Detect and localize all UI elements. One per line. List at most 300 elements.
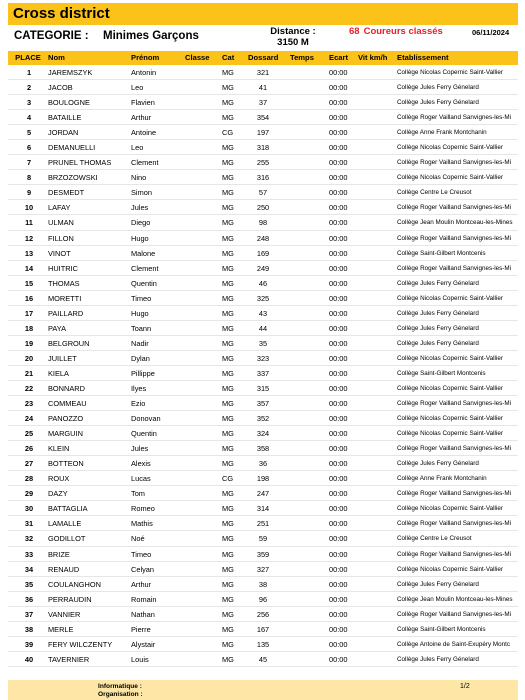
row-dossard: 352 [256,414,270,424]
row-cat: MG [222,549,234,559]
row-etablissement: Collège Jules Ferry Génelard [397,655,479,663]
row-prenom: Pierre [131,624,151,634]
row-prenom: Louis [131,654,149,664]
row-ecart: 00:00 [329,519,348,529]
table-row [8,291,518,306]
row-nom: FILLON [48,233,74,243]
row-prenom: Antoine [131,128,157,138]
row-ecart: 00:00 [329,83,348,93]
runners-count: 68 [349,26,360,37]
table-row [8,231,518,246]
row-prenom: Leo [131,83,144,93]
row-nom: COMMEAU [48,399,87,409]
table-row [8,592,518,607]
row-place: 10 [24,203,34,213]
row-ecart: 00:00 [329,534,348,544]
row-cat: MG [222,534,234,544]
col-ecart: Ecart [329,53,348,62]
row-prenom: Hugo [131,308,149,318]
row-nom: KLEIN [48,444,70,454]
row-nom: GODILLOT [48,534,86,544]
row-cat: CG [222,128,234,138]
table-row [8,336,518,351]
row-place: 25 [24,429,34,439]
row-place: 14 [24,263,34,273]
row-cat: MG [222,188,234,198]
row-prenom: Mathis [131,519,153,529]
row-prenom: Noé [131,534,145,544]
row-nom: BONNARD [48,383,85,393]
results-table-body [8,65,518,667]
row-place: 38 [24,624,34,634]
table-row [8,125,518,140]
row-place: 4 [26,113,32,123]
col-prenom: Prénom [131,53,160,62]
row-place: 5 [26,128,32,138]
row-cat: CG [222,474,234,484]
row-place: 21 [24,368,34,378]
row-etablissement: Collège Roger Vailland Sanvignes-les-Mi [397,400,511,408]
row-ecart: 00:00 [329,203,348,213]
row-prenom: Diego [131,218,151,228]
footer-bar [8,680,518,700]
row-nom: BOTTEON [48,459,84,469]
row-nom: PANOZZO [48,414,84,424]
row-cat: MG [222,323,234,333]
row-etablissement: Collège Jules Ferry Génelard [397,580,479,588]
row-etablissement: Collège Jean Moulin Montceau-les-Mines [397,219,513,227]
row-etablissement: Collège Nicolas Copernic Saint-Vallier [397,174,503,182]
row-ecart: 00:00 [329,218,348,228]
row-nom: LAFAY [48,203,71,213]
row-dossard: 318 [256,143,270,153]
table-row [8,140,518,155]
row-etablissement: Collège Saint-Gilbert Montcenis [397,249,486,257]
row-dossard: 324 [256,429,270,439]
row-ecart: 00:00 [329,98,348,108]
row-prenom: Tom [131,489,145,499]
runners-classified [349,26,443,37]
row-place: 26 [24,444,34,454]
row-prenom: Jules [131,203,149,213]
row-cat: MG [222,218,234,228]
row-nom: VINOT [48,248,71,258]
table-row [8,110,518,125]
row-prenom: Jules [131,444,149,454]
row-cat: MG [222,609,234,619]
report-date: 06/11/2024 [472,28,510,37]
row-place: 15 [24,278,34,288]
row-nom: BRZOZOWSKI [48,173,98,183]
row-prenom: Donovan [131,414,161,424]
row-prenom: Dylan [131,353,150,363]
row-nom: PERRAUDIN [48,594,92,604]
row-cat: MG [222,83,234,93]
table-row [8,155,518,170]
row-nom: BOULOGNE [48,98,90,108]
table-row [8,531,518,546]
table-row [8,306,518,321]
row-prenom: Malone [131,248,156,258]
row-etablissement: Collège Antoine de Saint-Exupéry Montc [397,640,511,648]
row-cat: MG [222,383,234,393]
row-dossard: 327 [256,564,270,574]
row-prenom: Hugo [131,233,149,243]
row-place: 12 [24,233,34,243]
row-ecart: 00:00 [329,609,348,619]
row-cat: MG [222,399,234,409]
row-nom: JORDAN [48,128,79,138]
col-dossard: Dossard [248,53,279,62]
row-prenom: Toann [131,323,152,333]
row-etablissement: Collège Nicolas Copernic Saint-Vallier [397,354,503,362]
row-nom: PAILLARD [48,308,84,318]
row-prenom: Alexis [131,459,151,469]
row-dossard: 354 [256,113,270,123]
row-cat: MG [222,489,234,499]
row-place: 39 [24,639,34,649]
row-dossard: 357 [256,399,270,409]
col-classe: Classe [185,53,210,62]
row-etablissement: Collège Roger Vailland Sanvignes-les-Mi [397,159,511,167]
row-place: 40 [24,654,34,664]
row-etablissement: Collège Saint-Gilbert Montcenis [397,369,486,377]
row-ecart: 00:00 [329,414,348,424]
row-prenom: Nadir [131,338,149,348]
row-ecart: 00:00 [329,188,348,198]
row-place: 22 [24,383,34,393]
row-cat: MG [222,444,234,454]
row-nom: ROUX [48,474,70,484]
row-dossard: 44 [258,323,268,333]
row-etablissement: Collège Nicolas Copernic Saint-Vallier [397,430,503,438]
row-etablissement: Collège Nicolas Copernic Saint-Vallier [397,384,503,392]
table-row [8,381,518,396]
row-ecart: 00:00 [329,128,348,138]
row-ecart: 00:00 [329,399,348,409]
row-place: 30 [24,504,34,514]
row-place: 28 [24,474,34,484]
row-dossard: 323 [256,353,270,363]
row-dossard: 251 [256,519,270,529]
row-etablissement: Collège Jean Moulin Montceau-les-Mines [397,595,513,603]
row-nom: PAYA [48,323,67,333]
row-dossard: 43 [258,308,268,318]
row-cat: MG [222,564,234,574]
row-ecart: 00:00 [329,368,348,378]
row-dossard: 321 [256,68,270,77]
row-etablissement: Collège Nicolas Copernic Saint-Vallier [397,294,503,302]
table-row [8,170,518,185]
table-row [8,396,518,411]
row-ecart: 00:00 [329,564,348,574]
table-row [8,456,518,471]
row-etablissement: Collège Roger Vailland Sanvignes-les-Mi [397,234,511,242]
table-row [8,516,518,531]
row-ecart: 00:00 [329,549,348,559]
row-place: 23 [24,399,34,409]
row-ecart: 00:00 [329,639,348,649]
row-dossard: 197 [256,128,270,138]
row-prenom: Alystair [131,639,156,649]
row-place: 24 [24,414,34,424]
row-nom: KIELA [48,368,69,378]
row-ecart: 00:00 [329,594,348,604]
row-ecart: 00:00 [329,459,348,469]
row-nom: TAVERNIER [48,654,90,664]
distance-block [264,26,322,48]
row-cat: MG [222,639,234,649]
table-row [8,246,518,261]
row-nom: BATTAGLIA [48,504,88,514]
row-prenom: Lucas [131,474,151,484]
row-prenom: Quentin [131,429,157,439]
page-number: 1/2 [460,683,470,690]
row-etablissement: Collège Roger Vailland Sanvignes-les-Mi [397,490,511,498]
row-dossard: 256 [256,609,270,619]
row-cat: MG [222,368,234,378]
row-ecart: 00:00 [329,143,348,153]
row-dossard: 255 [256,158,270,168]
row-prenom: Clement [131,263,159,273]
row-nom: RENAUD [48,564,80,574]
row-dossard: 249 [256,263,270,273]
row-place: 9 [26,188,32,198]
row-ecart: 00:00 [329,474,348,484]
row-prenom: Leo [131,143,144,153]
row-nom: JUILLET [48,353,77,363]
row-dossard: 96 [258,594,268,604]
row-cat: MG [222,263,234,273]
table-row [8,637,518,652]
col-etablissement: Etablissement [397,53,449,62]
row-etablissement: Collège Nicolas Copernic Saint-Vallier [397,505,503,513]
row-etablissement: Collège Anne Frank Montchanin [397,129,487,137]
row-place: 2 [26,83,32,93]
row-ecart: 00:00 [329,338,348,348]
row-ecart: 00:00 [329,429,348,439]
table-row [8,321,518,336]
table-row [8,562,518,577]
row-cat: MG [222,429,234,439]
row-dossard: 316 [256,173,270,183]
row-dossard: 314 [256,504,270,514]
row-cat: MG [222,594,234,604]
table-row [8,95,518,110]
row-cat: MG [222,203,234,213]
row-etablissement: Collège Nicolas Copernic Saint-Vallier [397,69,503,76]
row-prenom: Romeo [131,504,155,514]
row-prenom: Ilyes [131,383,147,393]
table-row [8,185,518,200]
row-etablissement: Collège Roger Vailland Sanvignes-les-Mi [397,114,511,122]
table-row [8,200,518,215]
row-nom: MERLE [48,624,74,634]
row-cat: MG [222,414,234,424]
row-place: 37 [24,609,34,619]
row-ecart: 00:00 [329,158,348,168]
row-place: 33 [24,549,34,559]
row-cat: MG [222,278,234,288]
row-nom: DEMANUELLI [48,143,96,153]
row-etablissement: Collège Jules Ferry Génelard [397,460,479,468]
row-place: 13 [24,248,34,258]
row-prenom: Clement [131,158,159,168]
row-dossard: 35 [258,338,268,348]
row-nom: BRIZE [48,549,70,559]
row-prenom: Timeo [131,293,152,303]
row-dossard: 46 [258,278,268,288]
table-row [8,80,518,95]
row-nom: BELGROUN [48,338,90,348]
row-place: 36 [24,594,34,604]
row-nom: MORETTI [48,293,82,303]
row-ecart: 00:00 [329,308,348,318]
row-place: 32 [24,534,34,544]
row-dossard: 37 [258,98,268,108]
row-cat: MG [222,624,234,634]
row-dossard: 248 [256,233,270,243]
row-place: 8 [26,173,32,183]
row-place: 31 [24,519,34,529]
row-prenom: Nino [131,173,147,183]
row-prenom: Arthur [131,579,152,589]
row-ecart: 00:00 [329,278,348,288]
row-nom: LAMALLE [48,519,82,529]
row-place: 27 [24,459,34,469]
row-nom: COULANGHON [48,579,101,589]
table-row [8,351,518,366]
footer-organisation: Organisation : [98,691,143,698]
row-nom: BATAILLE [48,113,82,123]
table-header [8,51,518,65]
row-dossard: 38 [258,579,268,589]
col-place: PLACE [15,53,41,62]
col-nom: Nom [48,53,65,62]
row-dossard: 169 [256,248,270,258]
row-prenom: Pillippe [131,368,155,378]
row-place: 18 [24,323,34,333]
row-dossard: 325 [256,293,270,303]
row-cat: MG [222,158,234,168]
row-prenom: Flavien [131,98,155,108]
row-dossard: 167 [256,624,270,634]
row-cat: MG [222,293,234,303]
row-dossard: 57 [258,188,268,198]
row-dossard: 337 [256,368,270,378]
table-row [8,441,518,456]
row-cat: MG [222,579,234,589]
row-place: 1 [26,68,32,77]
row-cat: MG [222,504,234,514]
row-ecart: 00:00 [329,173,348,183]
row-ecart: 00:00 [329,68,348,77]
row-etablissement: Collège Roger Vailland Sanvignes-les-Mi [397,204,511,212]
row-cat: MG [222,173,234,183]
row-ecart: 00:00 [329,624,348,634]
distance-label: Distance : [270,26,316,37]
report-title: Cross district [8,3,518,25]
row-dossard: 358 [256,444,270,454]
row-dossard: 98 [258,218,268,228]
row-cat: MG [222,519,234,529]
row-etablissement: Collège Centre Le Creusot [397,189,472,197]
row-ecart: 00:00 [329,353,348,363]
row-place: 35 [24,579,34,589]
row-nom: VANNIER [48,609,81,619]
row-cat: MG [222,459,234,469]
row-etablissement: Collège Nicolas Copernic Saint-Vallier [397,144,503,152]
row-etablissement: Collège Anne Frank Montchanin [397,475,487,483]
row-ecart: 00:00 [329,233,348,243]
row-prenom: Arthur [131,113,152,123]
distance-value: 3150 M [277,37,309,48]
table-row [8,411,518,426]
table-row [8,607,518,622]
row-etablissement: Collège Roger Vailland Sanvignes-les-Mi [397,520,511,528]
row-ecart: 00:00 [329,654,348,664]
row-ecart: 00:00 [329,579,348,589]
row-etablissement: Collège Nicolas Copernic Saint-Vallier [397,565,503,573]
row-ecart: 00:00 [329,323,348,333]
row-cat: MG [222,308,234,318]
table-row [8,366,518,381]
row-place: 3 [26,98,32,108]
row-dossard: 359 [256,549,270,559]
table-row [8,261,518,276]
row-cat: MG [222,654,234,664]
row-etablissement: Collège Roger Vailland Sanvignes-les-Mi [397,264,511,272]
row-etablissement: Collège Nicolas Copernic Saint-Vallier [397,415,503,423]
row-place: 11 [25,218,33,228]
row-cat: MG [222,143,234,153]
row-place: 7 [26,158,32,168]
table-row [8,622,518,637]
row-etablissement: Collège Saint-Gilbert Montcenis [397,625,486,633]
row-place: 29 [24,489,34,499]
row-cat: MG [222,113,234,123]
row-ecart: 00:00 [329,444,348,454]
row-ecart: 00:00 [329,293,348,303]
row-nom: HUITRIC [48,263,78,273]
col-cat: Cat [222,53,235,62]
row-prenom: Romain [131,594,157,604]
row-cat: MG [222,98,234,108]
row-etablissement: Collège Roger Vailland Sanvignes-les-Mi [397,610,511,618]
row-nom: ULMAN [48,218,74,228]
row-ecart: 00:00 [329,383,348,393]
row-prenom: Simon [131,188,152,198]
row-place: 6 [26,143,32,153]
row-etablissement: Collège Jules Ferry Génelard [397,339,479,347]
row-place: 19 [24,338,34,348]
row-etablissement: Collège Jules Ferry Génelard [397,99,479,107]
row-cat: MG [222,68,234,77]
row-place: 16 [24,293,34,303]
row-dossard: 135 [256,639,270,649]
row-etablissement: Collège Jules Ferry Génelard [397,279,479,287]
row-cat: MG [222,353,234,363]
table-row [8,276,518,291]
row-ecart: 00:00 [329,504,348,514]
table-row [8,577,518,592]
table-row [8,486,518,501]
row-place: 17 [24,308,34,318]
row-nom: DESMEDT [48,188,85,198]
row-nom: MARGUIN [48,429,83,439]
row-place: 34 [24,564,34,574]
row-nom: JAREMSZYK [48,68,93,77]
